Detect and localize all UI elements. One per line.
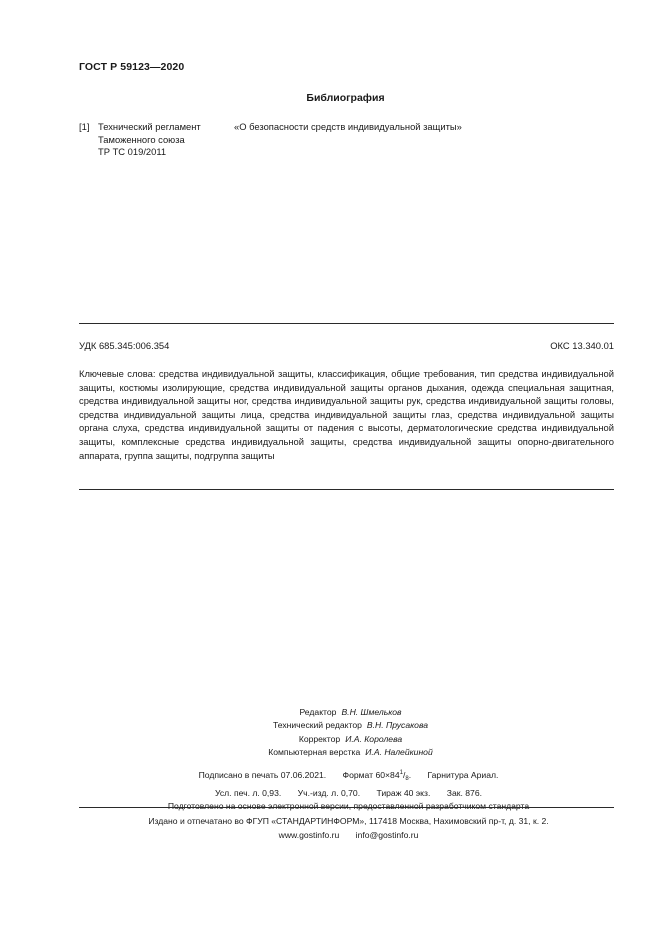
prepared-note: Подготовлено на основе электронной версии, предоставленной разработчиком стандарта — [167, 801, 530, 812]
credit-role: Редактор — [299, 707, 337, 717]
credit-name: В.Н. Шмельков — [341, 707, 402, 717]
credit-line — [0, 746, 661, 759]
print-info-row — [0, 787, 661, 801]
document-code: ГОСТ Р 59123—2020 — [79, 61, 185, 73]
divider — [79, 323, 614, 324]
credit-line — [0, 719, 661, 732]
uch-izd: Уч.-изд. л. 0,70. — [297, 787, 361, 798]
credit-name: И.А. Королева — [345, 733, 403, 744]
credit-line — [0, 706, 661, 719]
credit-name: И.А. Налейкиной — [365, 746, 433, 757]
publisher-contacts — [0, 829, 661, 843]
bibliography-entry-source — [98, 121, 238, 159]
credit-role: Корректор — [298, 733, 341, 744]
typeface: Гарнитура Ариал. — [427, 770, 499, 780]
divider — [79, 489, 614, 490]
credits-block — [0, 706, 661, 759]
credit-line — [0, 733, 661, 746]
bibliography-entry-number: [1] — [79, 121, 90, 132]
print-info-row — [0, 767, 661, 787]
divider — [79, 807, 614, 808]
keywords-paragraph: Ключевые слова: средства индивидуальной защиты, классификация, общие требования, тип средства индивидуальной защиты, костюмы изолирующие, средства индивидуальной защиты органов дыхания, одежда специальная защитная, средства индивидуальной защиты ног, средства индивидуальной защиты рук, средства индивидуальной защиты головы, средства индивидуальной защиты лица, средства индивидуальной защиты глаз, средства индивидуальной защиты органа слуха, средства индивидуальной защиты от падения с высоты, дерматологические средства индивидуальной защиты, комплексные средства индивидуальной защиты, средства индивидуальной защиты опорно-двигательного аппарата, группа защиты, подгруппа защиты — [79, 368, 614, 461]
order-number: Зак. 876. — [446, 787, 482, 798]
udk-code: УДК 685.345:006.354 — [79, 340, 170, 351]
bibliography-entry-title: «О безопасности средств индивидуальной защиты» — [234, 121, 462, 132]
credit-role: Компьютерная верстка — [268, 746, 361, 757]
paper-format: Формат $60\times 84^1/_8$. — [342, 770, 412, 782]
oks-code: ОКС 13.340.01 — [550, 340, 614, 351]
bibliography-source-line: Таможенного союза — [98, 133, 185, 145]
bibliography-source-line: ТР ТС 019/2011 — [98, 146, 167, 158]
credit-name: В.Н. Прусакова — [366, 720, 429, 731]
publisher-info — [0, 815, 661, 842]
signed-date: Подписано в печать 07.06.2021. — [198, 770, 327, 780]
email-link[interactable]: info@gostinfo.ru — [355, 829, 419, 840]
credit-role: Технический редактор — [272, 720, 362, 731]
bibliography-title: Библиография — [306, 92, 385, 104]
usl-pech: Усл. печ. л. 0,93. — [214, 787, 282, 798]
publisher-line: Издано и отпечатано во ФГУП «СТАНДАРТИНФОРМ», 117418 Москва, Нахимовский пр-т, д. 31, к. 2. — [148, 816, 549, 826]
bibliography-source-line: Технический регламент — [98, 121, 201, 132]
tirazh: Тираж 40 экз. — [376, 787, 431, 798]
website-link[interactable]: www.gostinfo.ru — [278, 829, 340, 840]
